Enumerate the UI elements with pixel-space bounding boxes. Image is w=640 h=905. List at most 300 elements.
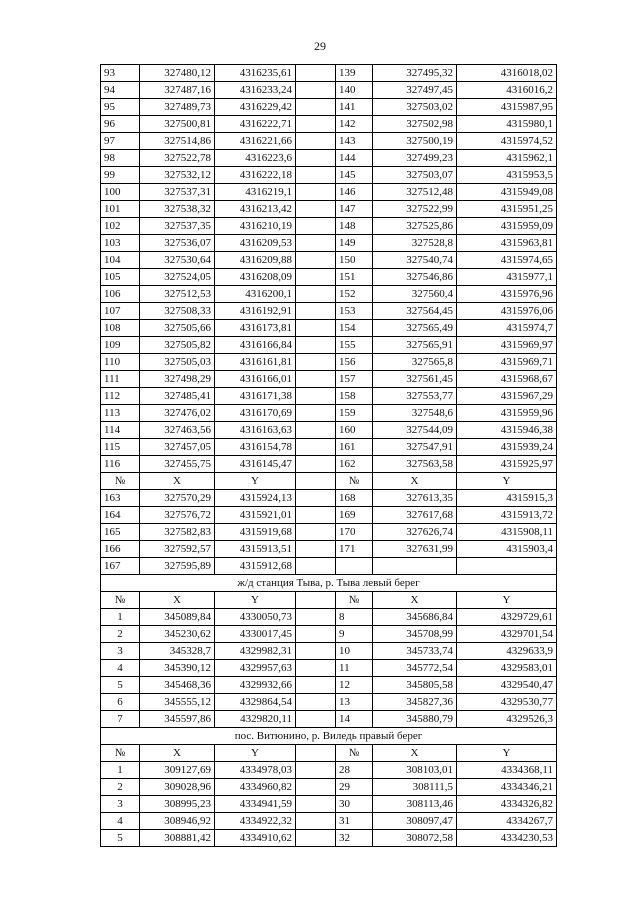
- table-row: [101, 524, 557, 541]
- point-number: 12: [336, 677, 373, 694]
- y-coordinate: 4315951,25: [457, 201, 557, 218]
- x-coordinate: 327525,86: [373, 218, 457, 235]
- x-coordinate: 345772,54: [373, 660, 457, 677]
- section-title: пос. Витюнино, р. Виледь правый берег: [101, 728, 557, 745]
- point-number: 164: [101, 507, 140, 524]
- x-coordinate: 327538,32: [140, 201, 215, 218]
- x-coordinate: 308946,92: [140, 813, 215, 830]
- table-row: [101, 796, 557, 813]
- column-header-row: [101, 592, 557, 609]
- y-coordinate: 4330017,45: [215, 626, 296, 643]
- section-title-row: [101, 575, 557, 592]
- x-coordinate: 327532,12: [140, 167, 215, 184]
- x-coordinate: 327457,05: [140, 439, 215, 456]
- point-number: [336, 558, 373, 575]
- x-coordinate: 308072,58: [373, 830, 457, 847]
- table-row: [101, 82, 557, 99]
- x-coordinate: 327502,98: [373, 116, 457, 133]
- spacer-cell: [296, 337, 336, 354]
- y-coordinate: 4329530,77: [457, 694, 557, 711]
- x-coordinate: 327530,64: [140, 252, 215, 269]
- point-number: 97: [101, 133, 140, 150]
- point-number: 29: [336, 779, 373, 796]
- y-coordinate: 4334960,82: [215, 779, 296, 796]
- spacer-cell: [296, 762, 336, 779]
- x-coordinate: 327536,07: [140, 235, 215, 252]
- spacer-cell: [296, 320, 336, 337]
- point-number: 165: [101, 524, 140, 541]
- table-row: [101, 677, 557, 694]
- x-coordinate: 345390,12: [140, 660, 215, 677]
- point-number: 93: [101, 65, 140, 82]
- x-coordinate: 308881,42: [140, 830, 215, 847]
- point-number: 168: [336, 490, 373, 507]
- y-coordinate: 4315949,08: [457, 184, 557, 201]
- table-row: [101, 201, 557, 218]
- table-row: [101, 711, 557, 728]
- point-number: 103: [101, 235, 140, 252]
- spacer-cell: [296, 99, 336, 116]
- x-coordinate: 327498,29: [140, 371, 215, 388]
- table-row: [101, 422, 557, 439]
- y-coordinate: 4315974,52: [457, 133, 557, 150]
- x-coordinate: 327547,91: [373, 439, 457, 456]
- spacer-cell: [296, 796, 336, 813]
- x-coordinate: 327565,91: [373, 337, 457, 354]
- x-coordinate: 327631,99: [373, 541, 457, 558]
- point-number: 167: [101, 558, 140, 575]
- x-coordinate: 308113,46: [373, 796, 457, 813]
- point-number: 142: [336, 116, 373, 133]
- spacer-cell: [296, 150, 336, 167]
- spacer-cell: [296, 286, 336, 303]
- x-coordinate: 345686,84: [373, 609, 457, 626]
- x-coordinate: 327495,32: [373, 65, 457, 82]
- x-coordinate: 327476,02: [140, 405, 215, 422]
- spacer-cell: [296, 218, 336, 235]
- point-number: 108: [101, 320, 140, 337]
- x-coordinate: 327565,49: [373, 320, 457, 337]
- point-number: 4: [101, 660, 140, 677]
- point-number: 115: [101, 439, 140, 456]
- point-number: 150: [336, 252, 373, 269]
- y-coordinate: 4329701,54: [457, 626, 557, 643]
- x-coordinate: 327489,73: [140, 99, 215, 116]
- header-num: №: [336, 745, 373, 762]
- point-number: 141: [336, 99, 373, 116]
- x-coordinate: 327499,23: [373, 150, 457, 167]
- y-coordinate: 4315987,95: [457, 99, 557, 116]
- point-number: 110: [101, 354, 140, 371]
- table-row: [101, 269, 557, 286]
- y-coordinate: 4334922,32: [215, 813, 296, 830]
- y-coordinate: 4316170,69: [215, 405, 296, 422]
- table-row: [101, 456, 557, 473]
- y-coordinate: 4315939,24: [457, 439, 557, 456]
- column-header-row: [101, 473, 557, 490]
- spacer-cell: [296, 507, 336, 524]
- y-coordinate: 4334368,11: [457, 762, 557, 779]
- x-coordinate: 327512,53: [140, 286, 215, 303]
- x-coordinate: 327582,83: [140, 524, 215, 541]
- point-number: 145: [336, 167, 373, 184]
- y-coordinate: 4334941,59: [215, 796, 296, 813]
- x-coordinate: 327561,45: [373, 371, 457, 388]
- point-number: 112: [101, 388, 140, 405]
- y-coordinate: 4316161,81: [215, 354, 296, 371]
- y-coordinate: [457, 558, 557, 575]
- spacer-cell: [296, 354, 336, 371]
- x-coordinate: 309127,69: [140, 762, 215, 779]
- spacer-cell: [296, 813, 336, 830]
- y-coordinate: 4316163,63: [215, 422, 296, 439]
- column-header-row: [101, 745, 557, 762]
- point-number: 14: [336, 711, 373, 728]
- x-coordinate: 327500,19: [373, 133, 457, 150]
- table-row: [101, 541, 557, 558]
- table-row: [101, 490, 557, 507]
- point-number: 147: [336, 201, 373, 218]
- table-row: [101, 779, 557, 796]
- table-row: [101, 694, 557, 711]
- y-coordinate: 4316229,42: [215, 99, 296, 116]
- y-coordinate: 4329583,01: [457, 660, 557, 677]
- y-coordinate: 4330050,73: [215, 609, 296, 626]
- point-number: 144: [336, 150, 373, 167]
- y-coordinate: 4315912,68: [215, 558, 296, 575]
- y-coordinate: 4315913,72: [457, 507, 557, 524]
- point-number: 94: [101, 82, 140, 99]
- point-number: 157: [336, 371, 373, 388]
- table-row: [101, 558, 557, 575]
- table-row: [101, 388, 557, 405]
- x-coordinate: 345880,79: [373, 711, 457, 728]
- y-coordinate: 4315976,96: [457, 286, 557, 303]
- y-coordinate: 4316166,84: [215, 337, 296, 354]
- x-coordinate: [373, 558, 457, 575]
- point-number: 13: [336, 694, 373, 711]
- x-coordinate: 327455,75: [140, 456, 215, 473]
- x-coordinate: 327505,03: [140, 354, 215, 371]
- header-x: X: [373, 592, 457, 609]
- y-coordinate: 4315976,06: [457, 303, 557, 320]
- y-coordinate: 4316222,71: [215, 116, 296, 133]
- point-number: 169: [336, 507, 373, 524]
- x-coordinate: 327576,72: [140, 507, 215, 524]
- table-row: [101, 218, 557, 235]
- y-coordinate: 4316233,24: [215, 82, 296, 99]
- y-coordinate: 4315963,81: [457, 235, 557, 252]
- x-coordinate: 345708,99: [373, 626, 457, 643]
- point-number: 6: [101, 694, 140, 711]
- spacer-cell: [296, 405, 336, 422]
- header-num: №: [336, 592, 373, 609]
- y-coordinate: 4315969,97: [457, 337, 557, 354]
- x-coordinate: 327613,35: [373, 490, 457, 507]
- table-row: [101, 762, 557, 779]
- table-row: [101, 303, 557, 320]
- table-row: [101, 439, 557, 456]
- y-coordinate: 4315967,29: [457, 388, 557, 405]
- y-coordinate: 4316166,01: [215, 371, 296, 388]
- point-number: 116: [101, 456, 140, 473]
- y-coordinate: 4329864,54: [215, 694, 296, 711]
- point-number: 32: [336, 830, 373, 847]
- point-number: 161: [336, 439, 373, 456]
- y-coordinate: 4315974,65: [457, 252, 557, 269]
- y-coordinate: 4316219,1: [215, 184, 296, 201]
- spacer-cell: [296, 167, 336, 184]
- table-row: [101, 354, 557, 371]
- x-coordinate: 327617,68: [373, 507, 457, 524]
- y-coordinate: 4315908,11: [457, 524, 557, 541]
- table-row: [101, 813, 557, 830]
- x-coordinate: 327565,8: [373, 354, 457, 371]
- spacer-cell: [296, 371, 336, 388]
- x-coordinate: 345230,62: [140, 626, 215, 643]
- point-number: 1: [101, 609, 140, 626]
- spacer-cell: [296, 82, 336, 99]
- point-number: 114: [101, 422, 140, 439]
- y-coordinate: 4315946,38: [457, 422, 557, 439]
- y-coordinate: 4316209,88: [215, 252, 296, 269]
- y-coordinate: 4315969,71: [457, 354, 557, 371]
- y-coordinate: 4316208,09: [215, 269, 296, 286]
- section-title-row: [101, 728, 557, 745]
- table-row: [101, 150, 557, 167]
- y-coordinate: 4329820,11: [215, 711, 296, 728]
- point-number: 31: [336, 813, 373, 830]
- table-row: [101, 507, 557, 524]
- x-coordinate: 327508,33: [140, 303, 215, 320]
- point-number: 11: [336, 660, 373, 677]
- x-coordinate: 345827,36: [373, 694, 457, 711]
- y-coordinate: 4316016,2: [457, 82, 557, 99]
- point-number: 151: [336, 269, 373, 286]
- table-row: [101, 626, 557, 643]
- table-row: [101, 320, 557, 337]
- x-coordinate: 327553,77: [373, 388, 457, 405]
- point-number: 166: [101, 541, 140, 558]
- y-coordinate: 4334910,62: [215, 830, 296, 847]
- header-num: №: [101, 592, 140, 609]
- x-coordinate: 345597,86: [140, 711, 215, 728]
- point-number: 155: [336, 337, 373, 354]
- spacer-cell: [296, 235, 336, 252]
- x-coordinate: 308103,01: [373, 762, 457, 779]
- y-coordinate: 4316213,42: [215, 201, 296, 218]
- spacer-cell: [296, 745, 336, 762]
- x-coordinate: 327485,41: [140, 388, 215, 405]
- point-number: 3: [101, 643, 140, 660]
- spacer-cell: [296, 252, 336, 269]
- point-number: 149: [336, 235, 373, 252]
- point-number: 28: [336, 762, 373, 779]
- y-coordinate: 4329982,31: [215, 643, 296, 660]
- x-coordinate: 327522,99: [373, 201, 457, 218]
- point-number: 104: [101, 252, 140, 269]
- table-row: [101, 252, 557, 269]
- x-coordinate: 327522,78: [140, 150, 215, 167]
- table-row: [101, 371, 557, 388]
- y-coordinate: 4316145,47: [215, 456, 296, 473]
- spacer-cell: [296, 303, 336, 320]
- y-coordinate: 4334230,53: [457, 830, 557, 847]
- spacer-cell: [296, 779, 336, 796]
- x-coordinate: 327463,56: [140, 422, 215, 439]
- point-number: 7: [101, 711, 140, 728]
- point-number: 2: [101, 779, 140, 796]
- y-coordinate: 4315953,5: [457, 167, 557, 184]
- y-coordinate: 4329633,9: [457, 643, 557, 660]
- point-number: 96: [101, 116, 140, 133]
- point-number: 1: [101, 762, 140, 779]
- point-number: 152: [336, 286, 373, 303]
- point-number: 111: [101, 371, 140, 388]
- x-coordinate: 345089,84: [140, 609, 215, 626]
- x-coordinate: 327503,07: [373, 167, 457, 184]
- x-coordinate: 327544,09: [373, 422, 457, 439]
- y-coordinate: 4316154,78: [215, 439, 296, 456]
- y-coordinate: 4329526,3: [457, 711, 557, 728]
- y-coordinate: 4316200,1: [215, 286, 296, 303]
- y-coordinate: 4315925,97: [457, 456, 557, 473]
- point-number: 170: [336, 524, 373, 541]
- spacer-cell: [296, 694, 336, 711]
- header-y: Y: [457, 745, 557, 762]
- point-number: 156: [336, 354, 373, 371]
- header-y: Y: [215, 473, 296, 490]
- y-coordinate: 4315959,96: [457, 405, 557, 422]
- point-number: 102: [101, 218, 140, 235]
- coordinates-table-body: [101, 65, 557, 847]
- y-coordinate: 4329957,63: [215, 660, 296, 677]
- point-number: 140: [336, 82, 373, 99]
- point-number: 5: [101, 677, 140, 694]
- x-coordinate: 327595,89: [140, 558, 215, 575]
- spacer-cell: [296, 490, 336, 507]
- y-coordinate: 4329729,61: [457, 609, 557, 626]
- table-row: [101, 184, 557, 201]
- table-row: [101, 133, 557, 150]
- spacer-cell: [296, 133, 336, 150]
- point-number: 153: [336, 303, 373, 320]
- point-number: 101: [101, 201, 140, 218]
- x-coordinate: 327505,66: [140, 320, 215, 337]
- point-number: 154: [336, 320, 373, 337]
- y-coordinate: 4316173,81: [215, 320, 296, 337]
- spacer-cell: [296, 388, 336, 405]
- spacer-cell: [296, 711, 336, 728]
- x-coordinate: 327564,45: [373, 303, 457, 320]
- table-row: [101, 286, 557, 303]
- header-y: Y: [457, 592, 557, 609]
- x-coordinate: 345468,36: [140, 677, 215, 694]
- spacer-cell: [296, 456, 336, 473]
- spacer-cell: [296, 558, 336, 575]
- point-number: 171: [336, 541, 373, 558]
- y-coordinate: 4316210,19: [215, 218, 296, 235]
- section-title: ж/д станция Тыва, р. Тыва левый берег: [101, 575, 557, 592]
- y-coordinate: 4315919,68: [215, 524, 296, 541]
- y-coordinate: 4316171,38: [215, 388, 296, 405]
- spacer-cell: [296, 609, 336, 626]
- x-coordinate: 327524,05: [140, 269, 215, 286]
- header-num: №: [101, 473, 140, 490]
- x-coordinate: 327487,16: [140, 82, 215, 99]
- point-number: 9: [336, 626, 373, 643]
- table-row: [101, 65, 557, 82]
- y-coordinate: 4316018,02: [457, 65, 557, 82]
- spacer-cell: [296, 541, 336, 558]
- spacer-cell: [296, 422, 336, 439]
- point-number: 107: [101, 303, 140, 320]
- point-number: 105: [101, 269, 140, 286]
- header-x: X: [140, 745, 215, 762]
- y-coordinate: 4315924,13: [215, 490, 296, 507]
- table-row: [101, 116, 557, 133]
- header-x: X: [373, 745, 457, 762]
- x-coordinate: 327528,8: [373, 235, 457, 252]
- x-coordinate: 327505,82: [140, 337, 215, 354]
- y-coordinate: 4316209,53: [215, 235, 296, 252]
- point-number: 2: [101, 626, 140, 643]
- header-num: №: [336, 473, 373, 490]
- y-coordinate: 4315977,1: [457, 269, 557, 286]
- point-number: 158: [336, 388, 373, 405]
- point-number: 5: [101, 830, 140, 847]
- y-coordinate: 4329932,66: [215, 677, 296, 694]
- spacer-cell: [296, 116, 336, 133]
- header-y: Y: [215, 592, 296, 609]
- header-x: X: [140, 473, 215, 490]
- y-coordinate: 4316223,6: [215, 150, 296, 167]
- point-number: 99: [101, 167, 140, 184]
- y-coordinate: 4315959,09: [457, 218, 557, 235]
- point-number: 98: [101, 150, 140, 167]
- spacer-cell: [296, 830, 336, 847]
- spacer-cell: [296, 269, 336, 286]
- x-coordinate: 345805,58: [373, 677, 457, 694]
- y-coordinate: 4334326,82: [457, 796, 557, 813]
- y-coordinate: 4329540,47: [457, 677, 557, 694]
- spacer-cell: [296, 184, 336, 201]
- header-y: Y: [215, 745, 296, 762]
- header-x: X: [373, 473, 457, 490]
- y-coordinate: 4315980,1: [457, 116, 557, 133]
- y-coordinate: 4316235,61: [215, 65, 296, 82]
- page-number: 29: [314, 39, 326, 53]
- point-number: 160: [336, 422, 373, 439]
- x-coordinate: 308995,23: [140, 796, 215, 813]
- point-number: 143: [336, 133, 373, 150]
- x-coordinate: 327570,29: [140, 490, 215, 507]
- point-number: 148: [336, 218, 373, 235]
- coordinates-table: [100, 64, 557, 847]
- y-coordinate: 4315921,01: [215, 507, 296, 524]
- point-number: 162: [336, 456, 373, 473]
- point-number: 95: [101, 99, 140, 116]
- spacer-cell: [296, 660, 336, 677]
- x-coordinate: 327503,02: [373, 99, 457, 116]
- spacer-cell: [296, 626, 336, 643]
- y-coordinate: 4316221,66: [215, 133, 296, 150]
- header-x: X: [140, 592, 215, 609]
- spacer-cell: [296, 473, 336, 490]
- x-coordinate: 327540,74: [373, 252, 457, 269]
- x-coordinate: 308097,47: [373, 813, 457, 830]
- x-coordinate: 327563,58: [373, 456, 457, 473]
